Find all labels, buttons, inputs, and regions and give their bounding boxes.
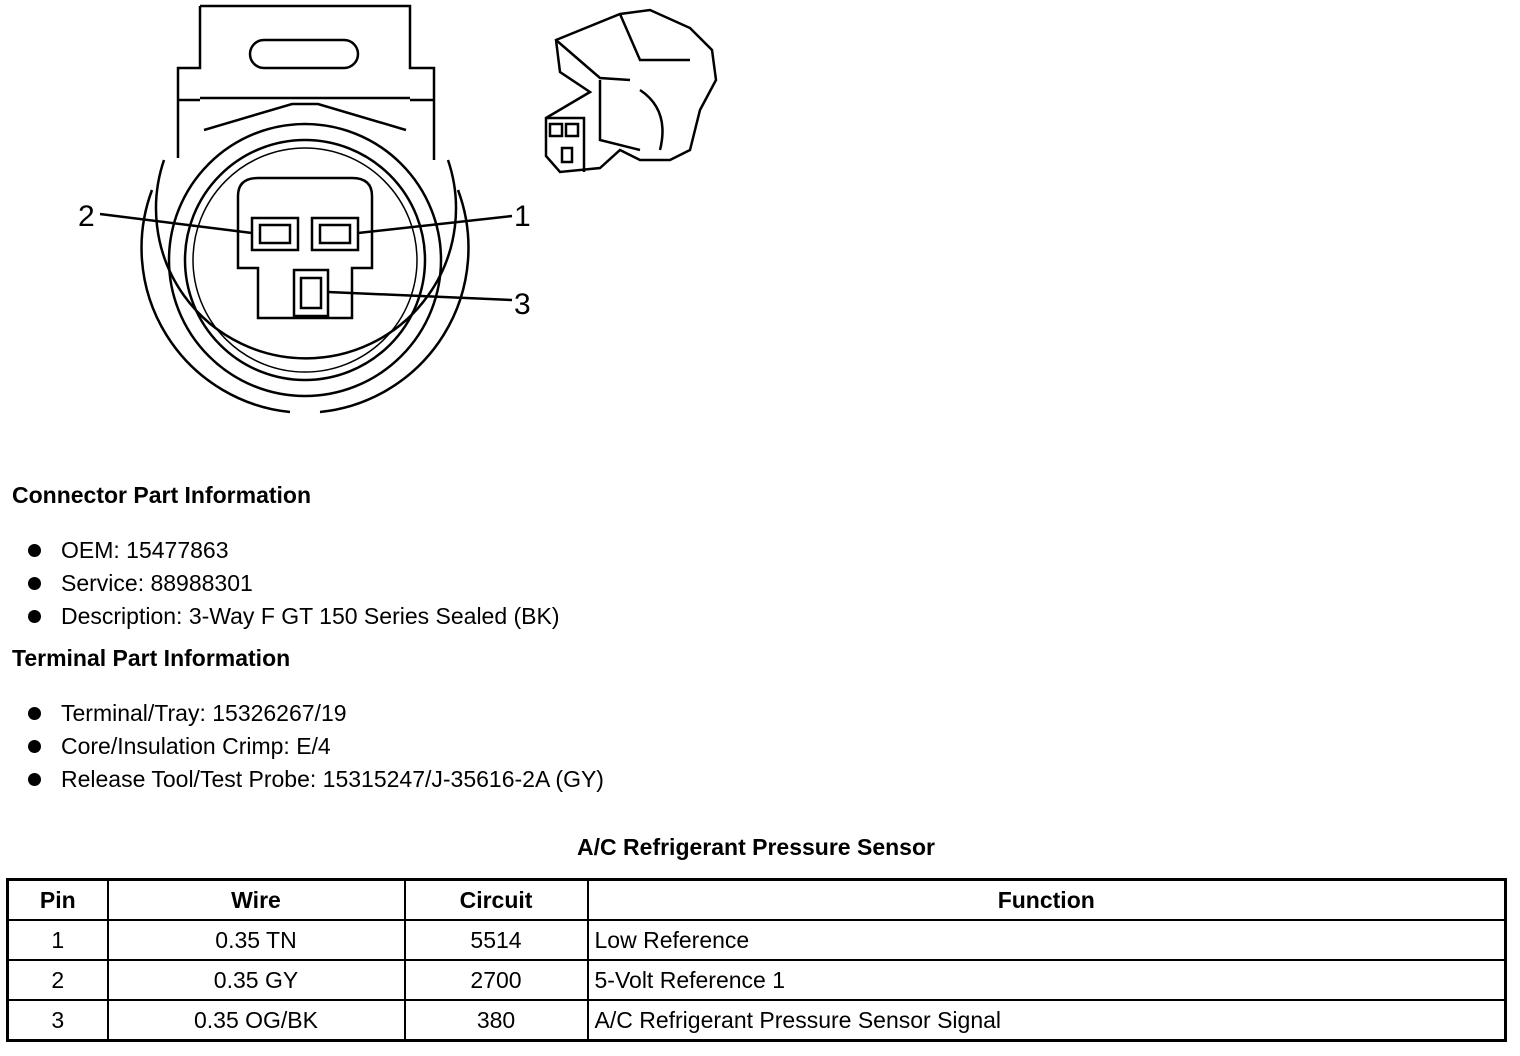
- list-item: OEM: 15477863: [28, 534, 560, 567]
- cell-circuit: 2700: [405, 960, 588, 1000]
- bullet-icon: [28, 610, 41, 623]
- table-title: A/C Refrigerant Pressure Sensor: [577, 834, 935, 860]
- cell-wire: 0.35 TN: [108, 920, 405, 960]
- pin-label-3: 3: [514, 288, 531, 321]
- connector-part-heading: Connector Part Information: [12, 482, 312, 508]
- cell-wire: 0.35 GY: [108, 960, 405, 1000]
- table-row: [8, 920, 1506, 960]
- cell-function: A/C Refrigerant Pressure Sensor Signal: [588, 1000, 1506, 1041]
- cell-pin: 3: [8, 1000, 108, 1041]
- column-header-circuit: Circuit: [405, 880, 588, 921]
- cell-function: Low Reference: [588, 920, 1506, 960]
- list-item: Terminal/Tray: 15326267/19: [28, 697, 604, 730]
- table-header-row: [8, 880, 1506, 921]
- column-header-function: Function: [588, 880, 1506, 921]
- cell-wire: 0.35 OG/BK: [108, 1000, 405, 1041]
- terminal-part-heading: Terminal Part Information: [12, 645, 291, 671]
- bullet-icon: [28, 773, 41, 786]
- cell-function: 5-Volt Reference 1: [588, 960, 1506, 1000]
- list-item: Release Tool/Test Probe: 15315247/J-35616-2A (GY): [28, 763, 604, 796]
- pinout-table: [6, 878, 1507, 1042]
- list-item: Service: 88988301: [28, 567, 560, 600]
- pin-label-2: 2: [78, 200, 95, 233]
- connector-diagram: [0, 0, 760, 430]
- bullet-icon: [28, 740, 41, 753]
- bullet-icon: [28, 544, 41, 557]
- table-row: [8, 1000, 1506, 1041]
- list-item: Core/Insulation Crimp: E/4: [28, 730, 604, 763]
- connector-part-list: [28, 534, 560, 633]
- cell-pin: 1: [8, 920, 108, 960]
- column-header-pin: Pin: [8, 880, 108, 921]
- terminal-part-list: [28, 697, 604, 796]
- cell-circuit: 5514: [405, 920, 588, 960]
- column-header-wire: Wire: [108, 880, 405, 921]
- bullet-icon: [28, 707, 41, 720]
- cell-pin: 2: [8, 960, 108, 1000]
- cell-circuit: 380: [405, 1000, 588, 1041]
- pin-label-1: 1: [514, 200, 531, 233]
- bullet-icon: [28, 577, 41, 590]
- table-row: [8, 960, 1506, 1000]
- list-item: Description: 3-Way F GT 150 Series Sealed (BK): [28, 600, 560, 633]
